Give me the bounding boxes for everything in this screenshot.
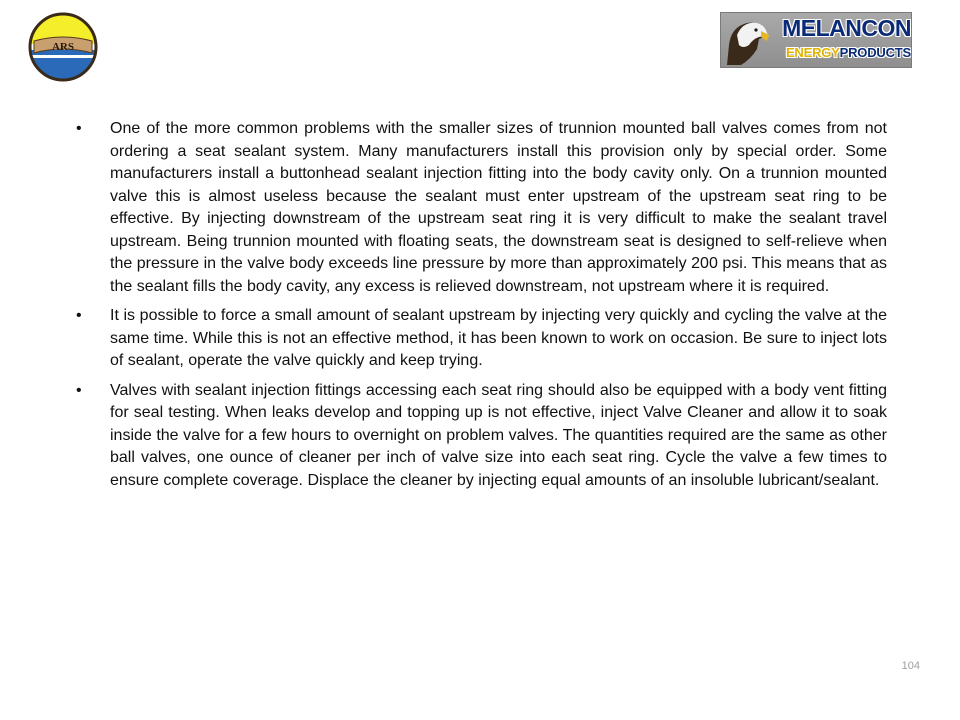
bullet-marker: •: [76, 381, 82, 399]
ars-logo-text: ARS: [51, 41, 75, 53]
eagle-icon: [723, 15, 771, 67]
brand-tagline-energy: ENERGY: [785, 45, 840, 60]
bullet-list: [72, 118, 887, 499]
bullet-text: One of the more common problems with the smaller sizes of trunnion mounted ball valves comes from not ordering a seat sealant system. Many manufacturers install this provision only by special order. Some manufacturers install a buttonhead sealant injection fitting into the body cavity only. On a trunnion mounted valve this is almost useless because the sealant must enter upstream of the upstream seat ring to be effective. By injecting downstream of the upstream seat ring it is very difficult to make the sealant travel upstream. Being trunnion mounted with floating seats, the downstream seat is designed to self-relieve when the pressure in the valve body exceeds line pressure by more than approximately 200 psi. This means that as the sealant fills the body cavity, any excess is relieved downstream, not upstream where it is required.: [110, 120, 887, 295]
bullet-text: Valves with sealant injection fittings accessing each seat ring should also be equipped with a body vent fitting for seal testing. When leaks develop and topping up is not effective, inject Valve Cleaner and allow it to soak inside the valve for a few hours to overnight on problem valves. The quantities required are the same as other ball valves, one ounce of cleaner per inch of valve size into each seat ring. Cycle the valve a few times to ensure complete coverage. Displace the cleaner by injecting equal amounts of an insoluble lubricant/sealant.: [110, 381, 887, 489]
ars-logo: [26, 11, 100, 83]
bullet-item: [72, 118, 887, 298]
bullet-text: It is possible to force a small amount of sealant upstream by injecting very quickly and cycling the valve at the same time. While this is not an effective method, it has been known to work on occasion. Be sure to inject lots of sealant, operate the valve quickly and keep trying.: [110, 307, 887, 369]
melancon-energy-products-logo: [720, 12, 912, 68]
bullet-item: [72, 305, 887, 373]
bullet-marker: •: [76, 307, 82, 324]
brand-tagline: [769, 45, 911, 61]
bullet-item: [72, 380, 887, 493]
bullet-marker: •: [76, 120, 82, 137]
brand-name: MELANCON: [782, 15, 911, 41]
brand-tagline-products: PRODUCTS: [839, 45, 911, 60]
page-number: 104: [901, 660, 920, 672]
